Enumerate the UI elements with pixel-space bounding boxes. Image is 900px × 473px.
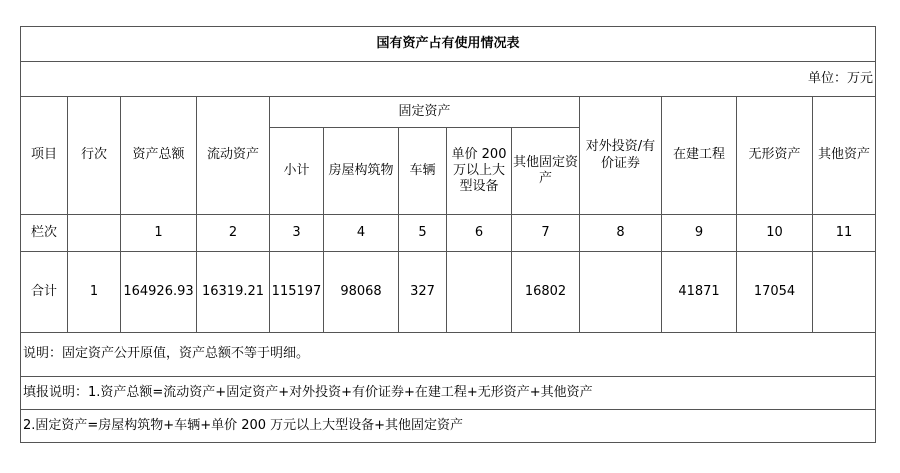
total-label: 合计: [21, 252, 68, 333]
total-vehicles: 327: [399, 252, 447, 333]
total-large-equipment: [447, 252, 512, 333]
header-fixed-assets: 固定资产: [270, 97, 580, 128]
total-intangible: 17054: [737, 252, 813, 333]
header-vehicles: 车辆: [399, 128, 447, 215]
title-row: [21, 27, 876, 62]
header-item: 项目: [21, 97, 68, 215]
column-number-line-no: [68, 215, 121, 252]
column-number-cell: 8: [580, 215, 662, 252]
header-investments: 对外投资/有价证券: [580, 97, 662, 215]
header-buildings: 房屋构筑物: [324, 128, 399, 215]
column-number-cell: 6: [447, 215, 512, 252]
note-row: [21, 377, 876, 410]
header-other-assets: 其他资产: [813, 97, 876, 215]
total-construction: 41871: [662, 252, 737, 333]
total-line-no: 1: [68, 252, 121, 333]
note-text: 填报说明：1.资产总额=流动资产+固定资产+对外投资+有价证券+在建工程+无形资产+其他资产: [21, 377, 876, 410]
total-row: [21, 252, 876, 333]
column-number-label: 栏次: [21, 215, 68, 252]
total-buildings: 98068: [324, 252, 399, 333]
header-intangible: 无形资产: [737, 97, 813, 215]
note-text: 2.固定资产=房屋构筑物+车辆+单价 200 万元以上大型设备+其他固定资产: [21, 410, 876, 443]
total-total-assets: 164926.93: [121, 252, 197, 333]
asset-usage-table: [20, 26, 876, 443]
note-text: 说明：固定资产公开原值，资产总额不等于明细。: [21, 333, 876, 377]
unit-row: [21, 62, 876, 97]
total-investments: [580, 252, 662, 333]
header-current-assets: 流动资产: [197, 97, 270, 215]
header-large-equipment: 单价 200 万以上大型设备: [447, 128, 512, 215]
column-number-cell: 9: [662, 215, 737, 252]
column-number-row: [21, 215, 876, 252]
column-number-cell: 2: [197, 215, 270, 252]
column-number-cell: 4: [324, 215, 399, 252]
total-fixed-subtotal: 115197: [270, 252, 324, 333]
note-row: [21, 410, 876, 443]
column-number-cell: 3: [270, 215, 324, 252]
total-other-assets: [813, 252, 876, 333]
header-other-fixed: 其他固定资产: [512, 128, 580, 215]
total-current-assets: 16319.21: [197, 252, 270, 333]
table-title: 国有资产占有使用情况表: [21, 27, 876, 62]
column-number-cell: 7: [512, 215, 580, 252]
header-line-no: 行次: [68, 97, 121, 215]
header-subtotal: 小计: [270, 128, 324, 215]
unit-label: 单位：万元: [21, 62, 876, 97]
header-row-1: [21, 97, 876, 128]
column-number-cell: 5: [399, 215, 447, 252]
column-number-cell: 11: [813, 215, 876, 252]
header-construction: 在建工程: [662, 97, 737, 215]
column-number-cell: 1: [121, 215, 197, 252]
total-other-fixed: 16802: [512, 252, 580, 333]
note-row: [21, 333, 876, 377]
header-total-assets: 资产总额: [121, 97, 197, 215]
column-number-cell: 10: [737, 215, 813, 252]
